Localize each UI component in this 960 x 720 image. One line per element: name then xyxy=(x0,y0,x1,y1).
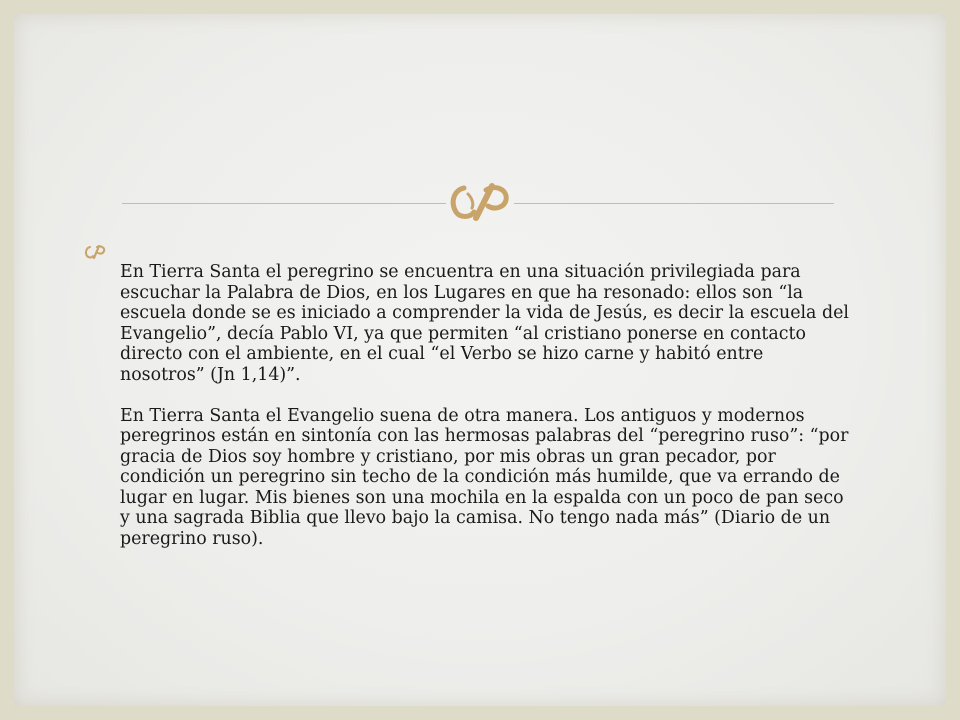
divider-line-right xyxy=(514,203,834,204)
paragraph-2: En Tierra Santa el Evangelio suena de otra manera. Los antiguos y modernos peregrinos están en sintonía con las hermosas palabras del “peregrino ruso”: “por gracia de Dios soy hombre y cristiano, por mis obras un gran pecador, por condición un peregrino sin techo de la condición más humilde, que va errando de lugar en lugar. Mis bienes son una mochila en la espalda con un poco de pan seco y una sagrada Biblia que llevo bajo la camisa. No tengo nada más” (Diario de un peregrino ruso). xyxy=(120,405,849,549)
paragraph-1: En Tierra Santa el peregrino se encuentra en una situación privilegiada para escuchar la Palabra de Dios, en los Lugares en que ha resonado: ellos son “la escuela donde se es iniciado a comprender la vida de Jesús, es decir la escuela del Evangelio”, decía Pablo VI, ya que permiten “al cristiano ponerse en contacto directo con el ambiente, en el cual “el Verbo se hizo carne y habitó entre nosotros” (Jn 1,14)”. xyxy=(120,262,849,385)
scroll-bullet-icon xyxy=(84,244,106,260)
slide-body-text xyxy=(120,262,850,549)
divider-line-left xyxy=(122,203,446,204)
scroll-ornament-icon xyxy=(446,180,514,226)
